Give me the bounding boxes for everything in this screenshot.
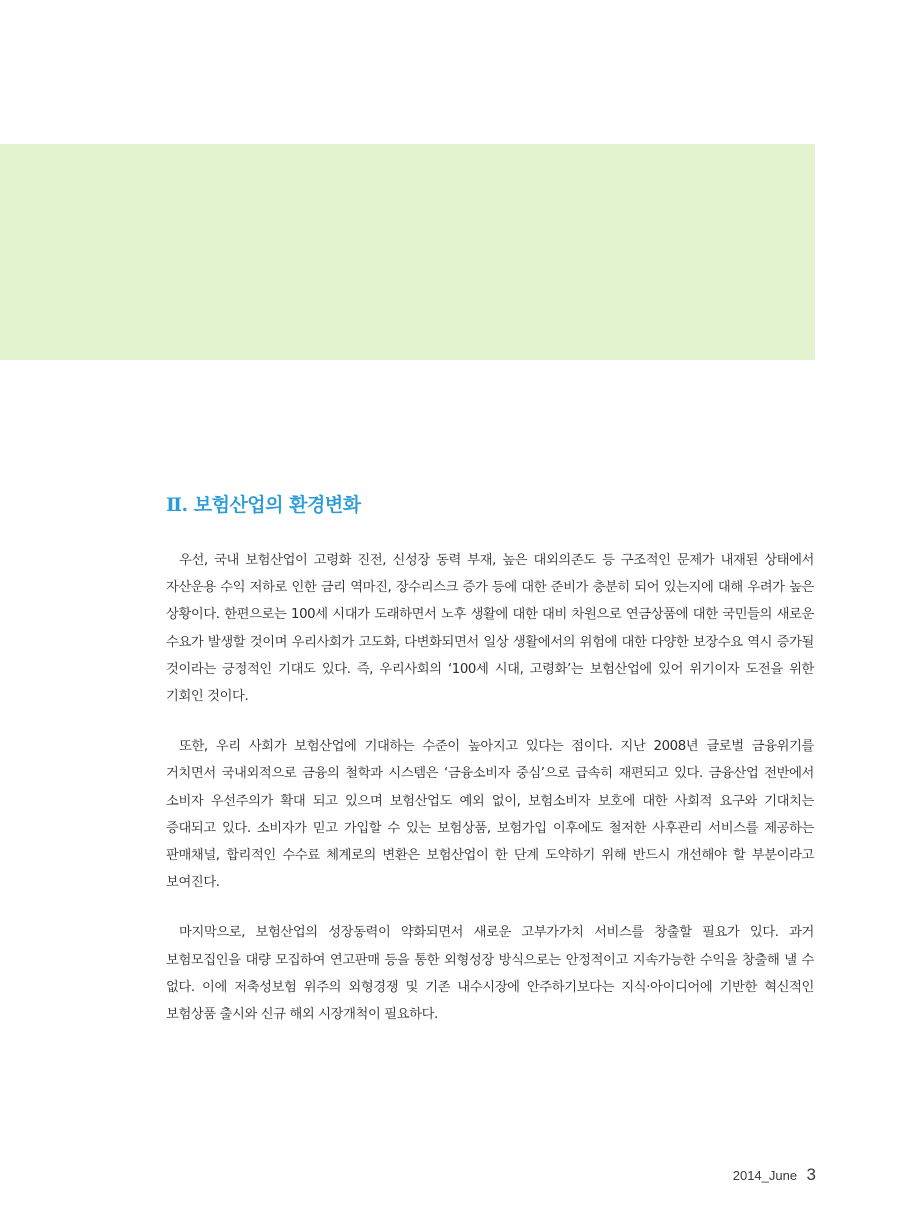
page-footer	[733, 1165, 816, 1185]
decorative-green-band	[0, 144, 815, 360]
body-text	[166, 547, 814, 1051]
page-number: 3	[806, 1165, 816, 1184]
paragraph-3: 마지막으로, 보험산업의 성장동력이 약화되면서 새로운 고부가가치 서비스를 창출할 필요가 있다. 과거 보험모집인을 대량 모집하여 연고판매 등을 통한 외형성장 방식으로는 안정적이고 지속가능한 수익을 창출해 낼 수 없다. 이에 저축성보험 위주의 외형경쟁 및 기존 내수시장에 안주하기보다는 지식·아이디어에 기반한 혁신적인 보험상품 출시와 신규 해외 시장개척이 필요하다.	[166, 925, 814, 1023]
paragraph-1: 우선, 국내 보험산업이 고령화 진전, 신성장 동력 부재, 높은 대외의존도 등 구조적인 문제가 내재된 상태에서 자산운용 수익 저하로 인한 금리 역마진, 장수리스크 증가 등에 대한 준비가 충분히 되어 있는지에 대해 우려가 높은 상황이다. 한편으로는 100세 시대가 도래하면서 노후 생활에 대한 대비 차원으로 연금상품에 대한 국민들의 새로운 수요가 발생할 것이며 우리사회가 고도화, 다변화되면서 일상 생활에서의 위험에 대한 다양한 보장수요 역시 증가될 것이라는 긍정적인 기대도 있다. 즉, 우리사회의 ‘100세 시대, 고령화’는 보험산업에 있어 위기이자 도전을 위한 기회인 것이다.	[166, 553, 814, 705]
paragraph-2: 또한, 우리 사회가 보험산업에 기대하는 수준이 높아지고 있다는 점이다. 지난 2008년 글로벌 금융위기를 거치면서 국내외적으로 금융의 철학과 시스템은 ‘금융소비자 중심’으로 급속히 재편되고 있다. 금융산업 전반에서 소비자 우선주의가 확대 되고 있으며 보험산업도 예외 없이, 보험소비자 보호에 대한 사회적 요구와 기대치는 증대되고 있다. 소비자가 믿고 가입할 수 있는 보험상품, 보험가입 이후에도 철저한 사후관리 서비스를 제공하는 판매채널, 합리적인 수수료 체계로의 변환은 보험산업이 한 단계 도약하기 위해 반드시 개선해야 할 부분이라고 보여진다.	[166, 739, 814, 891]
issue-label: 2014_June	[732, 1168, 798, 1183]
section-heading: Ⅱ. 보험산업의 환경변화	[166, 494, 361, 516]
